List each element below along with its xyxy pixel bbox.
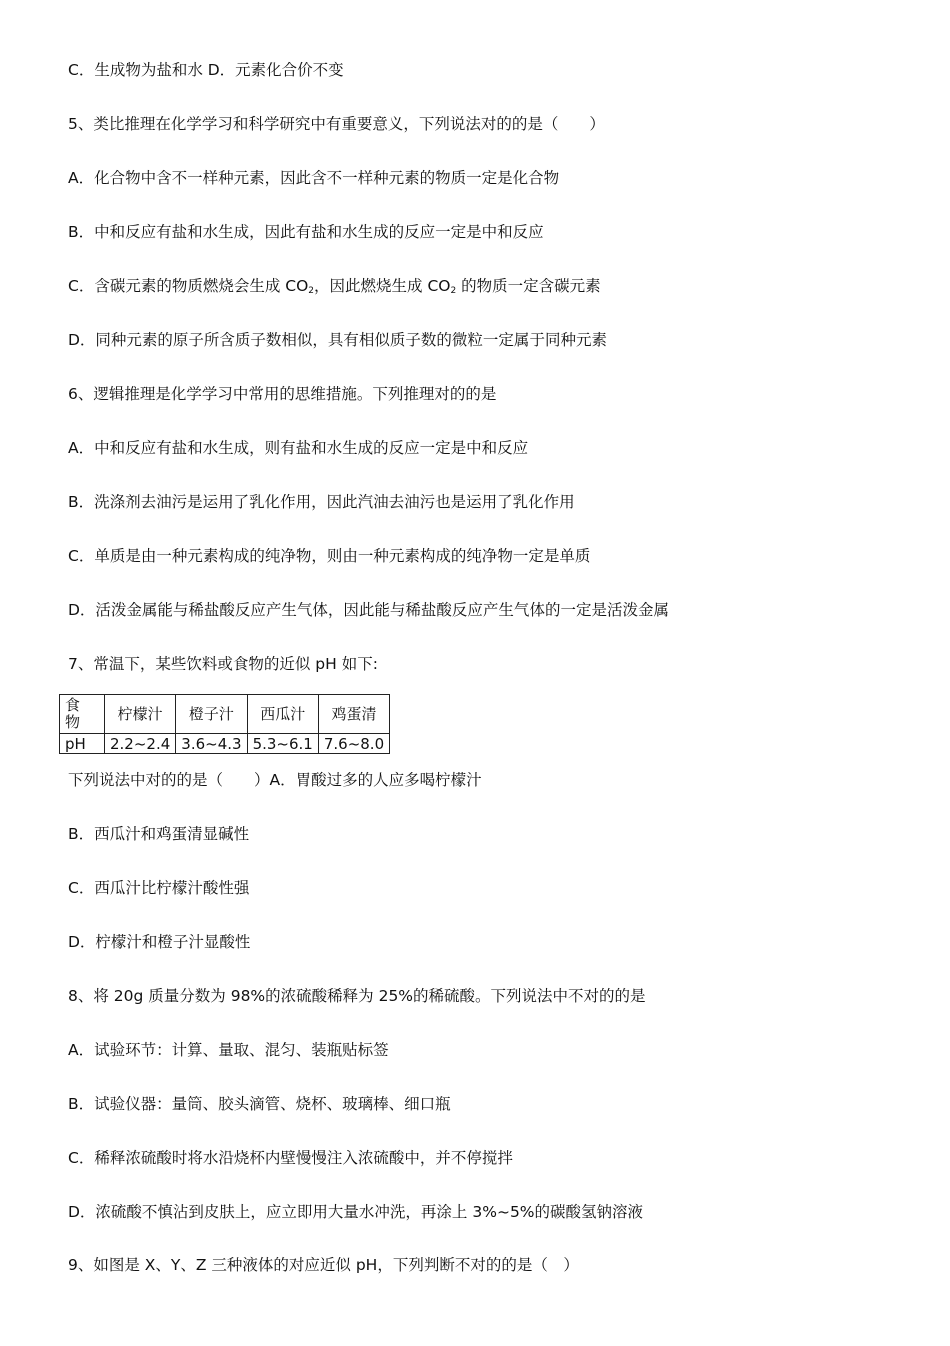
table-cell-ph: 7.6~8.0: [318, 734, 389, 754]
question-8-option-b: B．试验仪器：量筒、胶头滴管、烧杯、玻璃棒、细口瓶: [68, 1095, 451, 1113]
question-7-option-b: B．西瓜汁和鸡蛋清显碱性: [68, 825, 250, 843]
question-8-option-c: C．稀释浓硫酸时将水沿烧杯内壁慢慢注入浓硫酸中，并不停搅拌: [68, 1149, 513, 1167]
table-cell-food: 鸡蛋清: [318, 695, 389, 734]
question-5-option-d: D．同种元素的原子所含质子数相似，具有相似质子数的微粒一定属于同种元素: [68, 331, 607, 349]
q5c-text-3: 的物质一定含碳元素: [456, 277, 601, 295]
question-6-option-b: B．洗涤剂去油污是运用了乳化作用，因此汽油去油污也是运用了乳化作用: [68, 493, 575, 511]
q5c-subscript-1: 2: [308, 286, 315, 296]
question-7-option-c: C．西瓜汁比柠檬汁酸性强: [68, 879, 250, 897]
table-cell-food: 西瓜汁: [247, 695, 318, 734]
question-5-option-b: B．中和反应有盐和水生成，因此有盐和水生成的反应一定是中和反应: [68, 223, 544, 241]
question-6-option-c: C．单质是由一种元素构成的纯净物，则由一种元素构成的纯净物一定是单质: [68, 547, 591, 565]
question-8-option-a: A．试验环节：计算、量取、混匀、装瓶贴标签: [68, 1041, 389, 1059]
question-6-option-a: A．中和反应有盐和水生成，则有盐和水生成的反应一定是中和反应: [68, 439, 529, 457]
question-6-option-d: D．活泼金属能与稀盐酸反应产生气体，因此能与稀盐酸反应产生气体的一定是活泼金属: [68, 601, 669, 619]
table-cell-ph: 2.2~2.4: [105, 734, 176, 754]
question-7: 7、常温下，某些饮料或食物的近似 pH 如下:: [68, 655, 378, 673]
question-5: 5、类比推理在化学学习和科学研究中有重要意义，下列说法对的的是（ ）: [68, 115, 605, 133]
table-ph-label: pH: [60, 734, 105, 754]
question-7-stem: 下列说法中对的的是（ ）A．胃酸过多的人应多喝柠檬汁: [68, 771, 482, 789]
table-cell-ph: 3.6~4.3: [176, 734, 247, 754]
table-row-ph: [60, 734, 390, 754]
q5c-subscript-2: 2: [450, 286, 457, 296]
q5c-text-1: C．含碳元素的物质燃烧会生成 CO: [68, 277, 309, 295]
table-header-label: [60, 695, 105, 734]
table-cell-ph: 5.3~6.1: [247, 734, 318, 754]
ph-table: [59, 694, 390, 754]
question-5-option-c: [68, 276, 601, 301]
table-header-row: [60, 695, 390, 734]
option-line: C．生成物为盐和水 D．元素化合价不变: [68, 61, 344, 79]
question-8: 8、将 20g 质量分数为 98%的浓硫酸稀释为 25%的稀硫酸。下列说法中不对的的是: [68, 987, 646, 1005]
question-6: 6、逻辑推理是化学学习中常用的思维措施。下列推理对的的是: [68, 385, 497, 403]
question-5-option-a: A．化合物中含不一样种元素，因此含不一样种元素的物质一定是化合物: [68, 169, 560, 187]
header-label-bottom: 物: [65, 713, 81, 731]
question-8-option-d: D．浓硫酸不慎沾到皮肤上，应立即用大量水冲洗，再涂上 3%~5%的碳酸氢钠溶液: [68, 1203, 644, 1221]
question-7-option-d: D．柠檬汁和橙子汁显酸性: [68, 933, 251, 951]
question-9: 9、如图是 X、Y、Z 三种液体的对应近似 pH，下列判断不对的的是（ ）: [68, 1256, 579, 1274]
table-cell-food: 橙子汁: [176, 695, 247, 734]
table-cell-food: 柠檬汁: [105, 695, 176, 734]
q5c-text-2: ，因此燃烧生成 CO: [314, 277, 451, 295]
header-label-top: 食: [65, 696, 81, 714]
